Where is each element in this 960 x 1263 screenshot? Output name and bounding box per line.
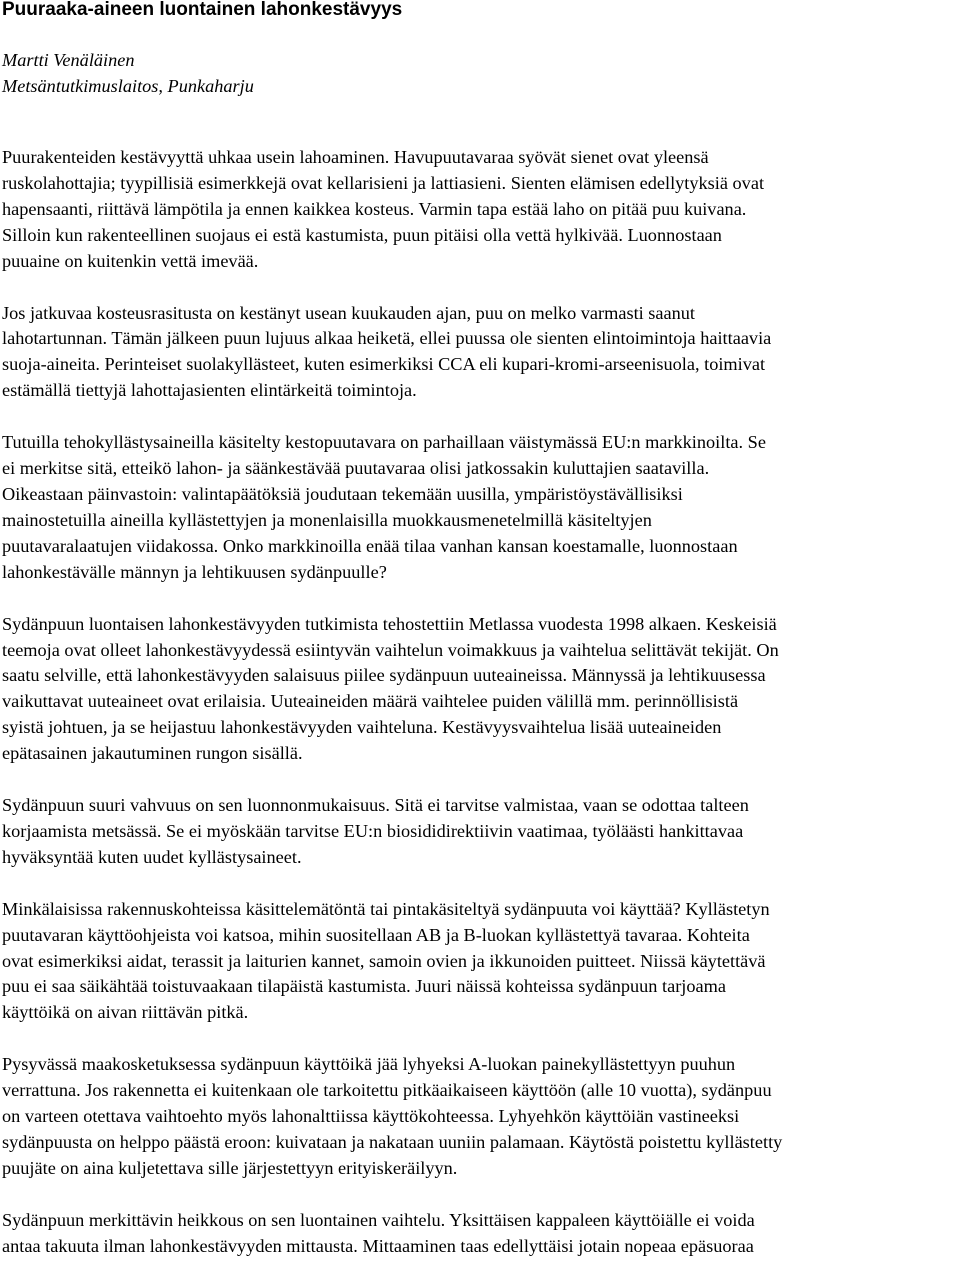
paragraph-line: puujäte on aina kuljetettava sille järjestettyyn erityiskeräilyyn. — [2, 1157, 458, 1178]
document-body — [2, 145, 958, 1263]
document-title: Puuraaka-aineen luontainen lahonkestävyys — [2, 0, 403, 20]
paragraph-line: teemoja ovat olleet lahonkestävyydessä esiintyvän vaihtelun voimakkuus ja vaihtelua selittävät tekijät. On — [2, 639, 779, 660]
body-paragraph — [2, 1208, 958, 1260]
paragraph-line: puutavaralaatujen viidakossa. Onko markkinoilla enää tilaa vanhan kansan koestamalle, luonnostaan — [2, 535, 738, 556]
paragraph-line: hapensaanti, riittävä lämpötila ja ennen kaikkea kosteus. Varmin tapa estää laho on pitää puu kuivana. — [2, 198, 747, 219]
body-paragraph — [2, 612, 958, 767]
paragraph-line: ruskolahottajia; tyypillisiä esimerkkejä ovat kellarisieni ja lattiasieni. Sienten elämisen edellytyksiä ovat — [2, 172, 765, 193]
paragraph-line: Sydänpuun luontaisen lahonkestävyyden tutkimista tehostettiin Metlassa vuodesta 1998 alkaen. Keskeisiä — [2, 613, 777, 634]
paragraph-line: vaikuttavat uuteaineet ovat erilaisia. Uuteaineiden määrä vaihtelee puiden välillä mm. perinnöllisistä — [2, 691, 739, 712]
paragraph-line: Puurakenteiden kestävyyttä uhkaa usein lahoaminen. Havupuutavaraa syövät sienet ovat yleensä — [2, 147, 709, 167]
paragraph-line: Tutuilla tehokyllästysaineilla käsitelty kestopuutavara on parhaillaan väistymässä EU:n markkinoilta. Se — [2, 432, 766, 453]
body-paragraph — [2, 1052, 958, 1182]
paragraph-line: sydänpuusta on helppo päästä eroon: kuivataan ja nakataan uuniin palamaan. Käytöstä poistettu kyllästetty — [2, 1132, 783, 1152]
paragraph-line: estämällä tiettyjä lahottajasienten elintärkeitä toimintoja. — [2, 380, 417, 401]
paragraph-line: ovat esimerkiksi aidat, terassit ja laiturien kannet, samoin ovien ja ikkunoiden puitteet. Niissä käytettävä — [2, 950, 766, 971]
paragraph-line: verrattuna. Jos rakennetta ei kuitenkaan ole tarkoitettu pitkäaikaiseen käyttöön (alle 10 vuotta), sydänpuu — [2, 1080, 772, 1101]
body-paragraph — [2, 430, 958, 585]
paragraph-line: Minkälaisissa rakennuskohteissa käsittelemätöntä tai pintakäsiteltyä sydänpuuta voi käyttää? Kyllästetyn — [2, 898, 770, 919]
paragraph-line: käyttöikä on aivan riittävän pitkä. — [2, 1002, 249, 1023]
paragraph-line: hyväksyntää kuten uudet kyllästysaineet. — [2, 846, 302, 867]
body-paragraph — [2, 301, 958, 405]
paragraph-line: puuaine on kuitenkin vettä imevää. — [2, 250, 259, 271]
paragraph-line: lahonkestävälle männyn ja lehtikuusen sydänpuulle? — [2, 561, 387, 582]
body-paragraph — [2, 793, 958, 871]
paragraph-line: puu ei saa säikähtää toistuvaakaan tilapäistä kastumista. Juuri näissä kohteissa sydänpuun tarjoama — [2, 976, 726, 997]
paragraph-line: syistä johtuen, ja se heijastuu lahonkestävyyden vaihteluna. Kestävyysvaihtelua lisää uuteaineiden — [2, 717, 722, 738]
paragraph-line: Jos jatkuvaa kosteusrasitusta on kestänyt usean kuukauden ajan, puu on melko varmasti saanut — [2, 302, 696, 323]
paragraph-line: Pysyvässä maakosketuksessa sydänpuun käyttöikä jää lyhyeksi A-luokan painekyllästettyyn puuhun — [2, 1054, 736, 1075]
author-name: Martti Venäläinen — [2, 50, 135, 70]
paragraph-line: epätasainen jakautuminen rungon sisällä. — [2, 743, 303, 764]
paragraph-line: Sydänpuun merkittävin heikkous on sen luontainen vaihtelu. Yksittäisen kappaleen käyttöiälle ei voida — [2, 1209, 755, 1230]
paragraph-line: ei merkitse sitä, etteikö lahon- ja säänkestävää puutavaraa olisi jatkossakin kuluttajien saatavilla. — [2, 458, 710, 479]
paragraph-line: Sydänpuun suuri vahvuus on sen luonnonmukaisuus. Sitä ei tarvitse valmistaa, vaan se odottaa talteen — [2, 795, 749, 816]
body-paragraph — [2, 145, 958, 275]
paragraph-line: suoja-aineita. Perinteiset suolakyllästeet, kuten esimerkiksi CCA eli kupari-kromi-arseenisuola, toimivat — [2, 354, 766, 375]
paragraph-line: antaa takuuta ilman lahonkestävyyden mittausta. Mittaaminen taas edellyttäisi jotain nopeaa epäsuoraa — [2, 1235, 754, 1256]
paragraph-line: lahotartunnan. Tämän jälkeen puun lujuus alkaa heiketä, ellei puussa ole sienten elintoimintoja haittaavia — [2, 328, 772, 349]
paragraph-line: on varteen otettava vaihtoehto myös lahonalttiissa käyttökohteessa. Lyhyehkön käyttöiän vastineeksi — [2, 1106, 740, 1127]
paragraph-line: Oikeastaan päinvastoin: valintapäätöksiä joudutaan tekemään uusilla, ympäristöystävällisiksi — [2, 483, 683, 504]
paragraph-line: saatu selville, että lahonkestävyyden salaisuus piilee sydänpuun uuteaineissa. Männyssä ja lehtikuusessa — [2, 665, 766, 686]
paragraph-line: mainostetuilla aineilla kyllästettyjen ja monenlaisilla muokkausmenetelmillä käsiteltyjen — [2, 509, 652, 530]
body-paragraph — [2, 897, 958, 1027]
paragraph-line: korjaamista metsässä. Se ei myöskään tarvitse EU:n biosididirektiivin vaatimaa, työläästi hankittavaa — [2, 820, 744, 841]
paragraph-line: puutavaran käyttöohjeista voi katsoa, mihin suositellaan AB ja B-luokan kyllästettyä tavaraa. Kohteita — [2, 924, 750, 945]
author-affiliation: Metsäntutkimuslaitos, Punkaharju — [2, 76, 254, 96]
paragraph-line: Silloin kun rakenteellinen suojaus ei estä kastumista, puun pitäisi olla vettä hylkivää. Luonnostaan — [2, 224, 722, 245]
